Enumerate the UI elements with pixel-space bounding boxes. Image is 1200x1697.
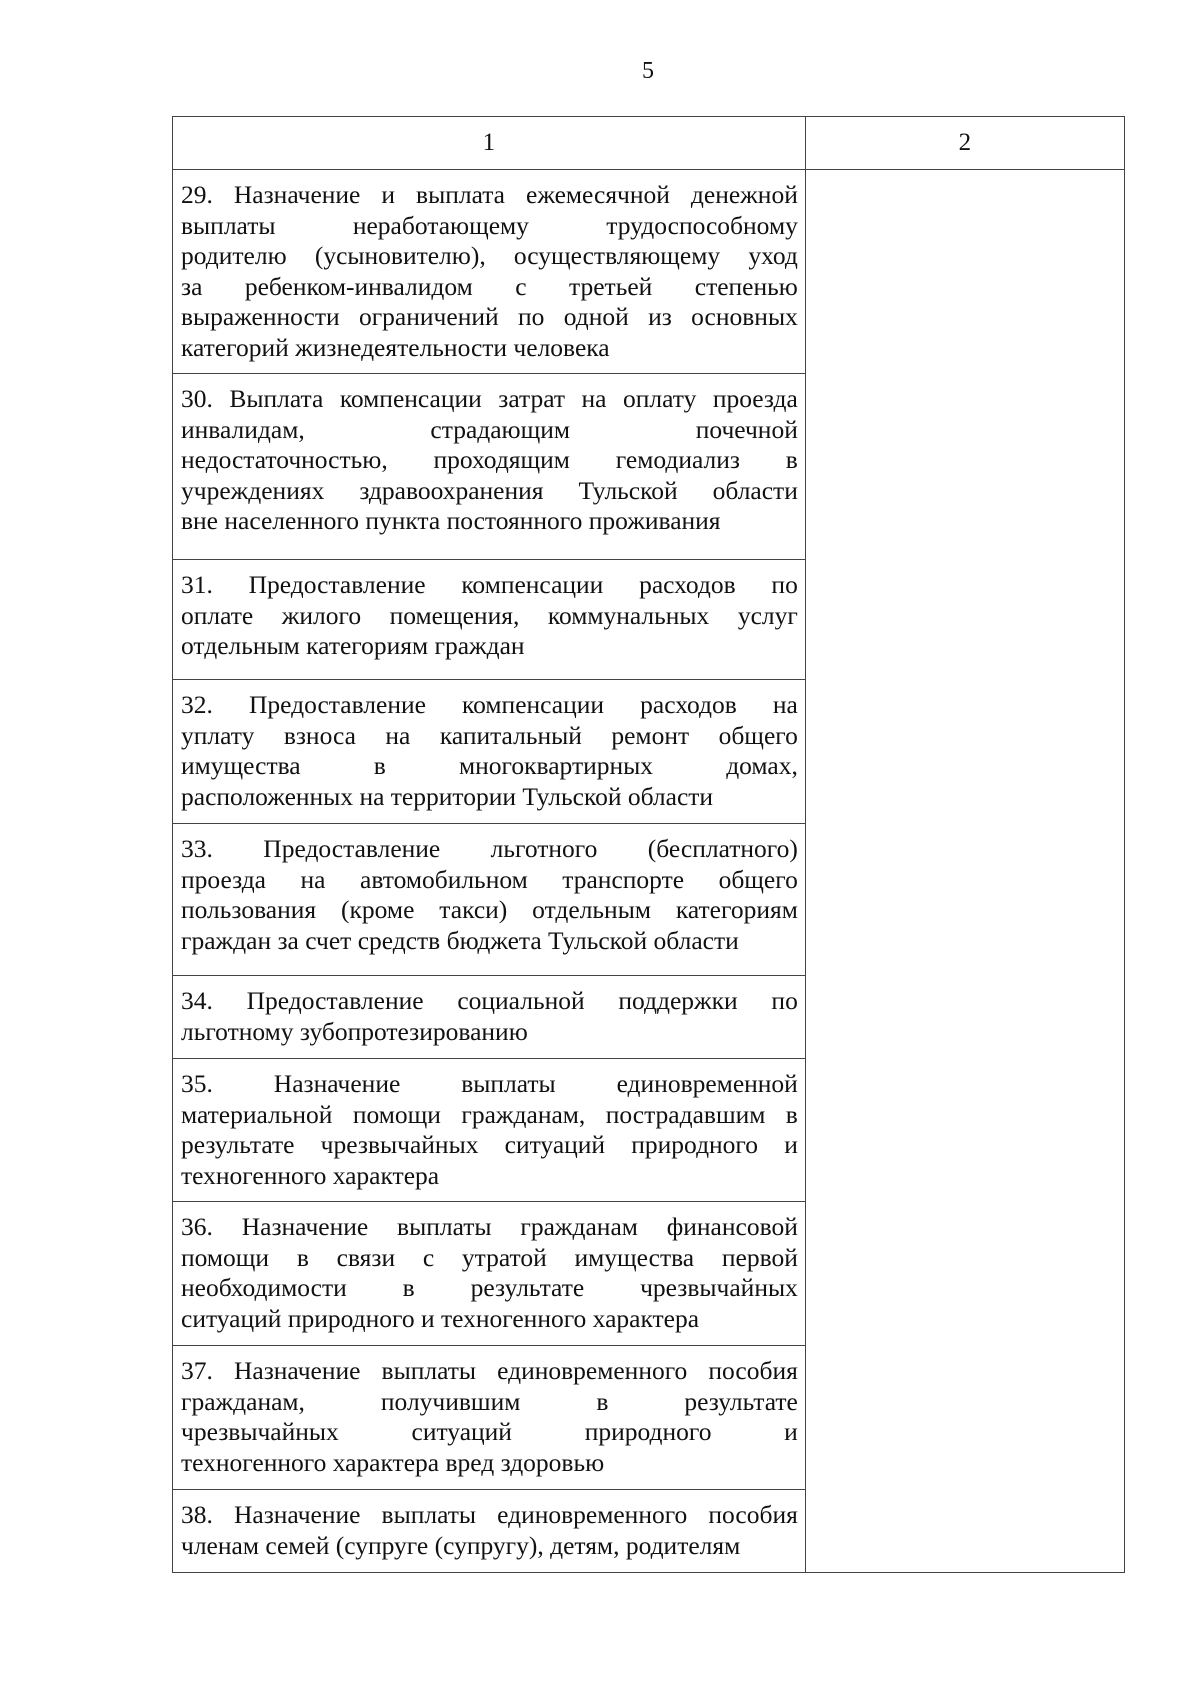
service-text [173,374,805,543]
text-line: техногенного характера вред здоровью [181,1447,605,1477]
service-cell [173,374,806,560]
service-cell [173,1346,806,1490]
column-header-1: 1 [173,117,806,170]
text-line: необходимости в результате чрезвычайных [181,1273,798,1302]
text-line: учреждениях здравоохранения Тульской области [181,475,798,505]
service-text [173,1490,805,1567]
text-line: 33. Предоставление льготного (бесплатного) [181,834,798,863]
text-line: уплату взноса на капитальный ремонт общего [181,720,798,750]
column-2-cell [805,170,1124,1573]
text-line: выплаты неработающему трудоспособному [181,210,798,240]
text-line: отдельным категориям граждан [181,631,525,660]
text-line: 32. Предоставление компенсации расходов на [181,690,798,719]
text-line: недостаточностью, проходящим гемодиализ в [181,445,798,474]
service-cell [173,170,806,374]
service-cell [173,680,806,824]
service-text [173,560,805,668]
service-text [173,680,805,818]
service-cell [173,1202,806,1346]
text-line: категорий жизнедеятельности человека [181,332,610,362]
service-text [173,170,805,369]
text-line: пользования (кроме такси) отдельным категориям [181,895,798,924]
service-text [173,976,805,1053]
text-line: оплате жилого помещения, коммунальных услуг [181,600,798,630]
text-line: родителю (усыновителю), осуществляющему уход [181,241,798,270]
text-line: 36. Назначение выплаты гражданам финансовой [181,1212,798,1241]
text-line: 29. Назначение и выплата ежемесячной денежной [181,180,798,209]
service-text [173,1059,805,1197]
page-number: 5 [642,58,654,84]
service-text [173,1346,805,1484]
text-line: техногенного характера [181,1160,440,1190]
service-text [173,1202,805,1340]
service-text [173,824,805,962]
table-row [173,170,1125,374]
text-line: результате чрезвычайных ситуаций природного и [181,1130,798,1159]
text-line: 35. Назначение выплаты единовременной [181,1069,798,1098]
text-line: 31. Предоставление компенсации расходов по [181,570,798,599]
text-line: вне населенного пункта постоянного проживания [181,506,721,535]
text-line: выраженности ограничений по одной из основных [181,302,798,331]
text-line: расположенных на территории Тульской области [181,781,714,811]
text-line: за ребенком-инвалидом с третьей степенью [181,271,798,301]
service-cell [173,1059,806,1202]
text-line: 34. Предоставление социальной поддержки по [181,986,798,1015]
text-line: граждан за счет средств бюджета Тульской области [181,925,739,955]
text-line: 38. Назначение выплаты единовременного пособия [181,1500,798,1529]
service-cell [173,976,806,1059]
service-cell [173,560,806,680]
text-line: проезда на автомобильном транспорте общего [181,864,798,894]
service-cell [173,1490,806,1573]
text-line: гражданам, получившим в результате [181,1386,798,1416]
text-line: льготному зубопротезированию [181,1016,528,1046]
services-table [172,116,1125,1573]
text-line: имущества в многоквартирных домах, [181,751,798,780]
text-line: чрезвычайных ситуаций природного и [181,1417,798,1446]
text-line: 30. Выплата компенсации затрат на оплату проезда [181,384,798,413]
table-header-row [173,117,1125,170]
text-line: ситуаций природного и техногенного характера [181,1303,700,1333]
text-line: помощи в связи с утратой имущества первой [181,1242,798,1272]
text-line: материальной помощи гражданам, пострадавшим в [181,1099,798,1129]
service-cell [173,824,806,976]
text-line: 37. Назначение выплаты единовременного пособия [181,1356,798,1385]
column-header-2: 2 [805,117,1124,170]
text-line: членам семей (супруге (супругу), детям, родителям [181,1530,741,1560]
text-line: инвалидам, страдающим почечной [181,414,798,444]
